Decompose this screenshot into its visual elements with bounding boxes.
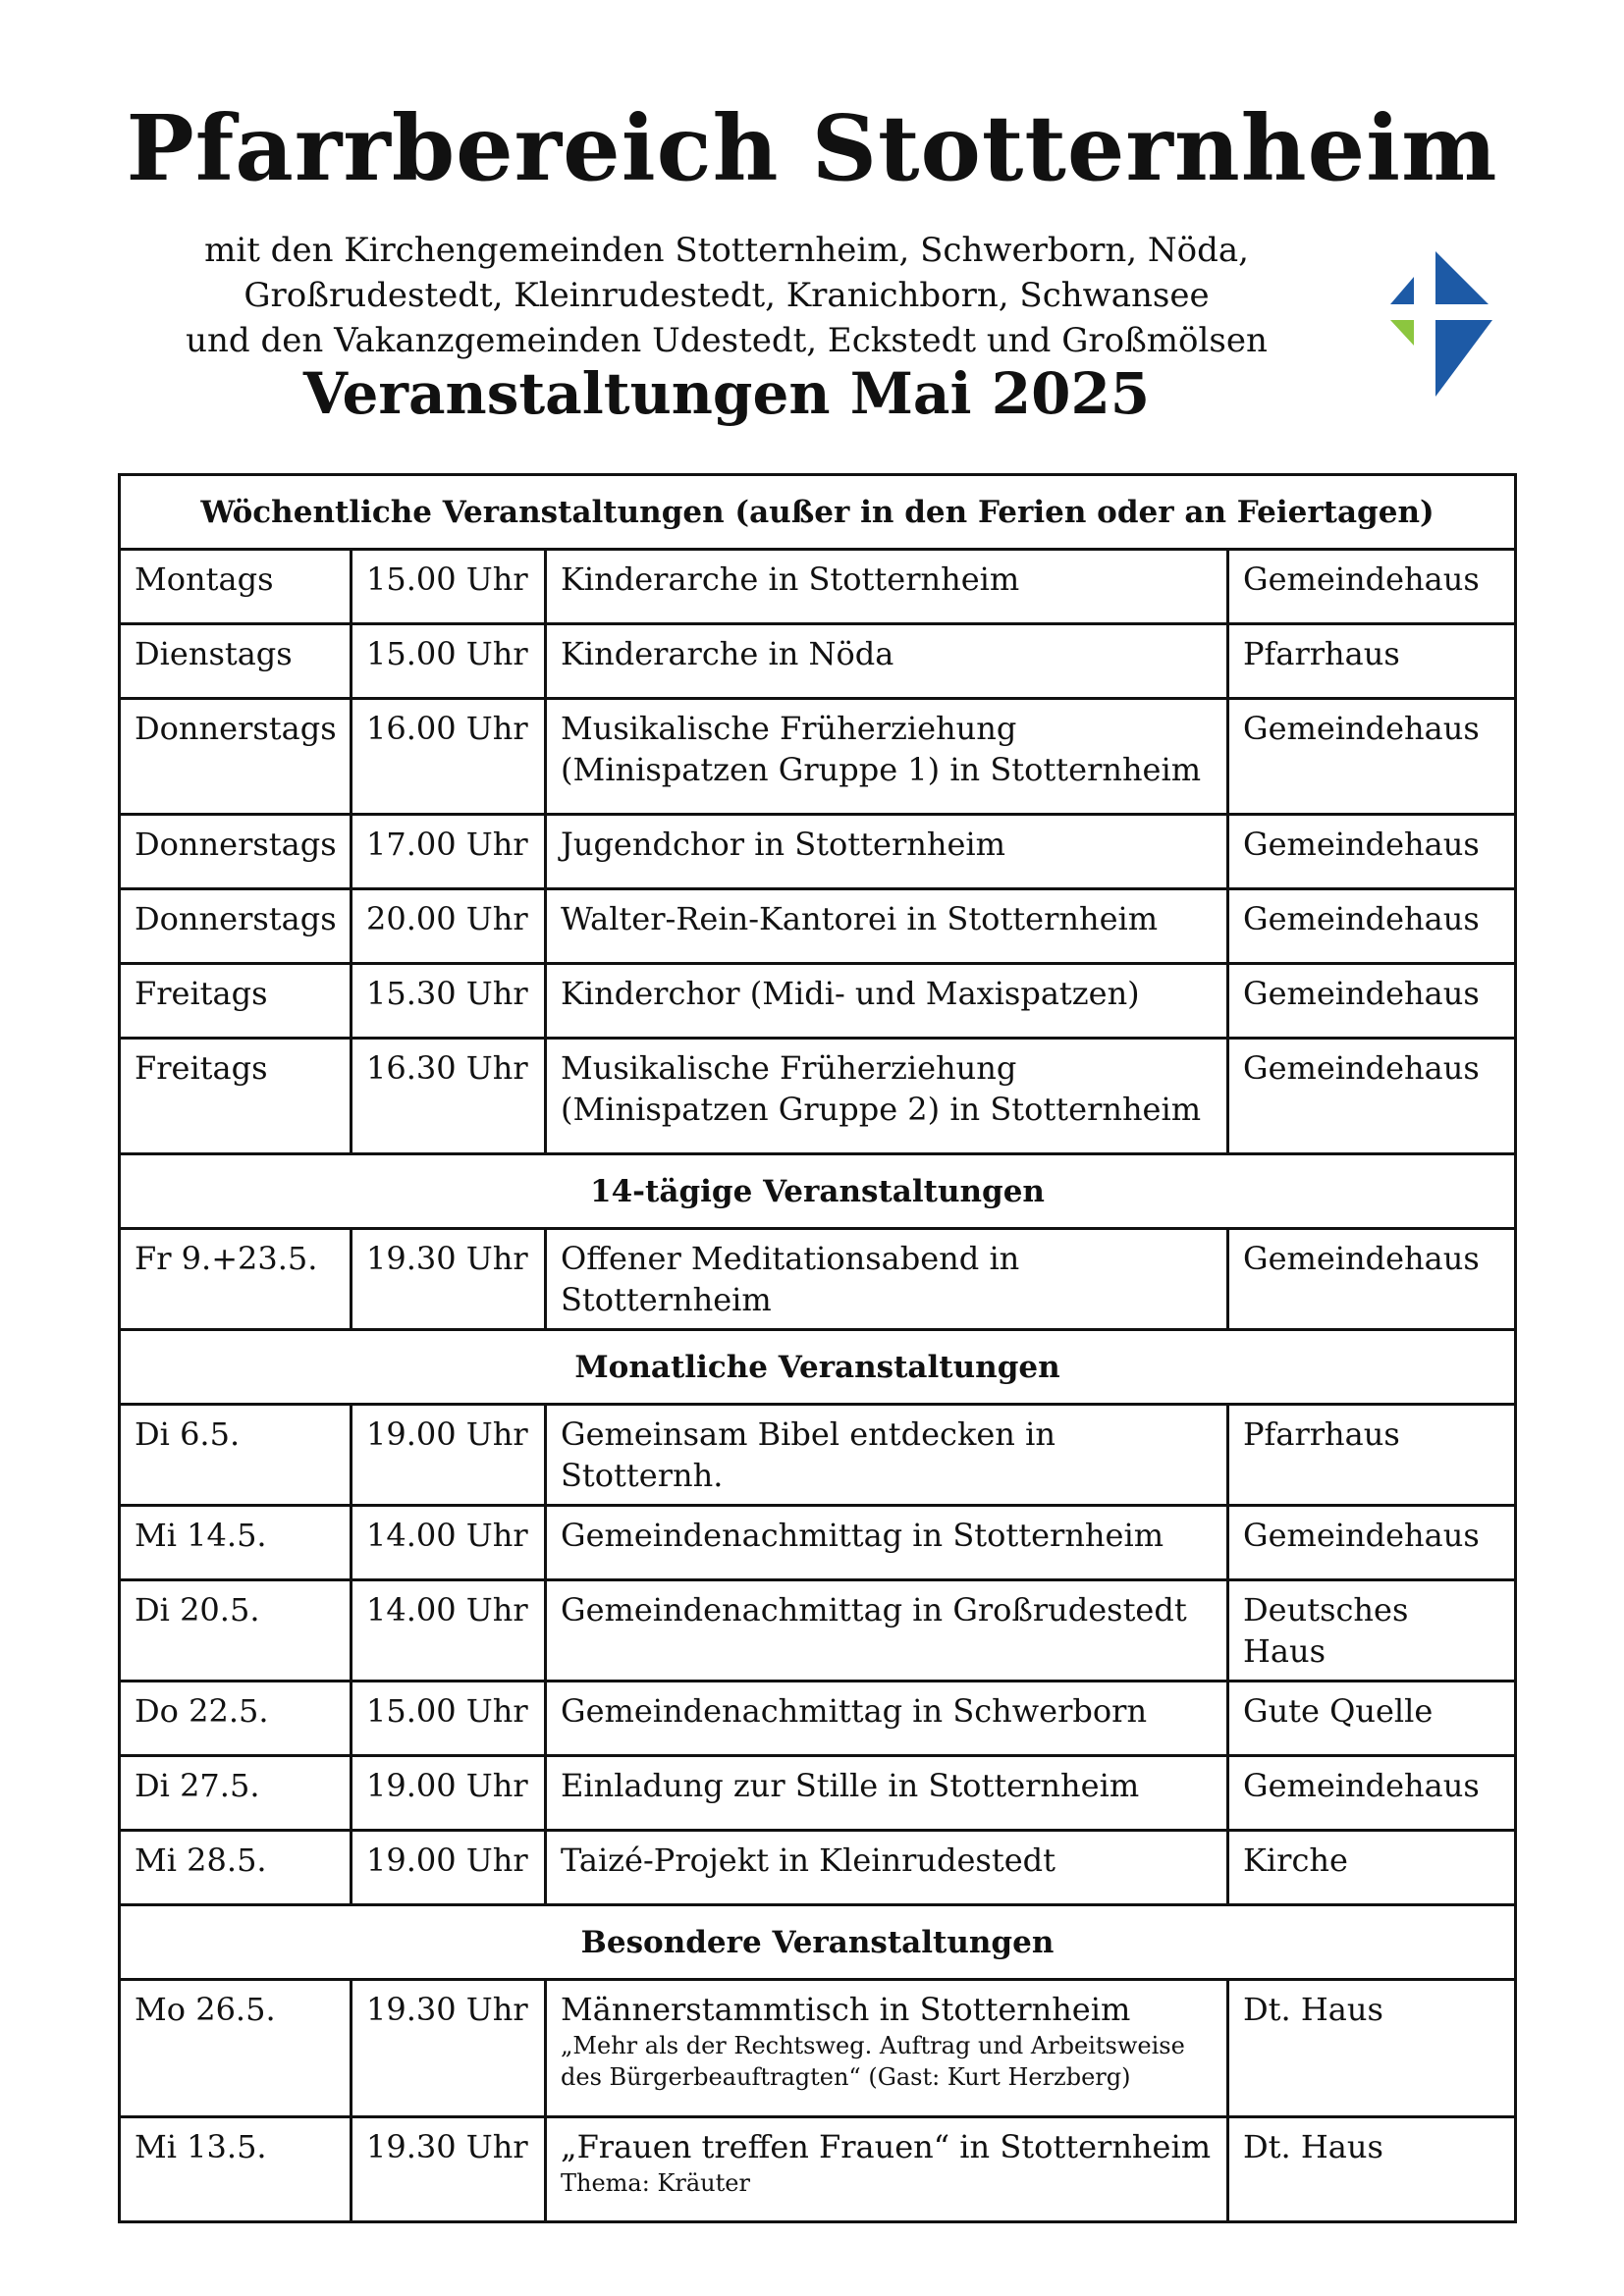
event-cell: Gemeindenachmittag in Großrudestedt	[546, 1580, 1228, 1682]
time-cell: 15.00 Uhr	[352, 624, 546, 699]
place-cell: Gemeindehaus	[1228, 1506, 1516, 1580]
time-cell: 17.00 Uhr	[352, 815, 546, 889]
table-row	[120, 1580, 1516, 1682]
day-cell: Mi 14.5.	[120, 1506, 352, 1580]
table-row	[120, 699, 1516, 815]
day-cell: Montags	[120, 550, 352, 624]
day-cell: Di 27.5.	[120, 1756, 352, 1831]
section-title: Wöchentliche Veranstaltungen (außer in den Ferien oder an Feiertagen)	[120, 475, 1516, 550]
event-title: „Frauen treffen Frauen“ in Stotternheim	[561, 2128, 1212, 2165]
day-cell: Fr 9.+23.5.	[120, 1229, 352, 1330]
subtitle-line: mit den Kirchengemeinden Stotternheim, Schwerborn, Nöda,	[204, 231, 1249, 270]
time-cell: 14.00 Uhr	[352, 1506, 546, 1580]
event-cell: Gemeindenachmittag in Schwerborn	[546, 1682, 1228, 1756]
table-row	[120, 1506, 1516, 1580]
time-cell: 19.30 Uhr	[352, 1980, 546, 2117]
day-cell: Dienstags	[120, 624, 352, 699]
subtitle-line: Großrudestedt, Kleinrudestedt, Kranichborn, Schwansee	[244, 276, 1210, 315]
section-title: Monatliche Veranstaltungen	[120, 1330, 1516, 1405]
place-cell: Pfarrhaus	[1228, 1405, 1516, 1506]
place-cell: Dt. Haus	[1228, 2117, 1516, 2222]
place-cell: Gemeindehaus	[1228, 889, 1516, 964]
table-row	[120, 1756, 1516, 1831]
place-cell: Kirche	[1228, 1831, 1516, 1905]
section-header-monthly	[120, 1330, 1516, 1405]
event-cell: Jugendchor in Stotternheim	[546, 815, 1228, 889]
place-cell: Dt. Haus	[1228, 1980, 1516, 2117]
time-cell: 15.30 Uhr	[352, 964, 546, 1039]
event-note: Thema: Kräuter	[561, 2169, 750, 2197]
time-cell: 19.00 Uhr	[352, 1756, 546, 1831]
events-heading: Veranstaltungen Mai 2025	[302, 360, 1151, 427]
section-title: 14-tägige Veranstaltungen	[120, 1154, 1516, 1229]
event-cell: Gemeinsam Bibel entdecken in Stotternh.	[546, 1405, 1228, 1506]
event-cell: Walter-Rein-Kantorei in Stotternheim	[546, 889, 1228, 964]
place-cell: Gemeindehaus	[1228, 550, 1516, 624]
table-row	[120, 1980, 1516, 2117]
day-cell: Mi 13.5.	[120, 2117, 352, 2222]
table-row	[120, 1039, 1516, 1154]
events-table	[118, 473, 1517, 2223]
section-header-biweekly	[120, 1154, 1516, 1229]
day-cell: Mo 26.5.	[120, 1980, 352, 2117]
page-title: Pfarrbereich Stotternheim	[126, 95, 1498, 201]
table-row	[120, 1405, 1516, 1506]
day-cell: Di 20.5.	[120, 1580, 352, 1682]
day-cell: Donnerstags	[120, 699, 352, 815]
time-cell: 19.30 Uhr	[352, 2117, 546, 2222]
place-cell: Gemeindehaus	[1228, 1039, 1516, 1154]
place-cell: Gemeindehaus	[1228, 699, 1516, 815]
subtitle-line: und den Vakanzgemeinden Udestedt, Eckstedt und Großmölsen	[186, 321, 1268, 360]
place-cell: Gemeindehaus	[1228, 815, 1516, 889]
day-cell: Freitags	[120, 1039, 352, 1154]
event-cell: Kinderarche in Nöda	[546, 624, 1228, 699]
table-row	[120, 1682, 1516, 1756]
event-note: „Mehr als der Rechtsweg. Auftrag und Arbeitsweise des Bürgerbeauftragten“ (Gast: Kurt Herzberg)	[561, 2032, 1185, 2091]
place-cell: Pfarrhaus	[1228, 624, 1516, 699]
time-cell: 19.30 Uhr	[352, 1229, 546, 1330]
time-cell: 15.00 Uhr	[352, 1682, 546, 1756]
section-header-weekly	[120, 475, 1516, 550]
day-cell: Donnerstags	[120, 815, 352, 889]
time-cell: 20.00 Uhr	[352, 889, 546, 964]
day-cell: Di 6.5.	[120, 1405, 352, 1506]
event-cell: Einladung zur Stille in Stotternheim	[546, 1756, 1228, 1831]
place-cell: Gemeindehaus	[1228, 964, 1516, 1039]
day-cell: Donnerstags	[120, 889, 352, 964]
section-title: Besondere Veranstaltungen	[120, 1905, 1516, 1980]
table-row	[120, 1831, 1516, 1905]
section-header-special	[120, 1905, 1516, 1980]
event-cell: Musikalische Früherziehung (Minispatzen Gruppe 2) in Stotternheim	[546, 1039, 1228, 1154]
day-cell: Freitags	[120, 964, 352, 1039]
subtitle	[177, 228, 1276, 363]
table-row	[120, 624, 1516, 699]
table-row	[120, 2117, 1516, 2222]
event-cell	[546, 2117, 1228, 2222]
time-cell: 16.00 Uhr	[352, 699, 546, 815]
event-cell: Kinderarche in Stotternheim	[546, 550, 1228, 624]
time-cell: 19.00 Uhr	[352, 1831, 546, 1905]
place-cell: Gemeindehaus	[1228, 1756, 1516, 1831]
event-cell: Offener Meditationsabend in Stotternheim	[546, 1229, 1228, 1330]
time-cell: 15.00 Uhr	[352, 550, 546, 624]
table-row	[120, 889, 1516, 964]
place-cell: Deutsches Haus	[1228, 1580, 1516, 1682]
event-cell: Kinderchor (Midi- und Maxispatzen)	[546, 964, 1228, 1039]
time-cell: 16.30 Uhr	[352, 1039, 546, 1154]
event-cell: Taizé-Projekt in Kleinrudestedt	[546, 1831, 1228, 1905]
table-row	[120, 1229, 1516, 1330]
day-cell: Do 22.5.	[120, 1682, 352, 1756]
event-title: Männerstammtisch in Stotternheim	[561, 1991, 1131, 2028]
place-cell: Gemeindehaus	[1228, 1229, 1516, 1330]
event-cell: Gemeindenachmittag in Stotternheim	[546, 1506, 1228, 1580]
day-cell: Mi 28.5.	[120, 1831, 352, 1905]
event-cell: Musikalische Früherziehung (Minispatzen Gruppe 1) in Stotternheim	[546, 699, 1228, 815]
table-row	[120, 815, 1516, 889]
table-row	[120, 550, 1516, 624]
time-cell: 14.00 Uhr	[352, 1580, 546, 1682]
event-cell	[546, 1980, 1228, 2117]
time-cell: 19.00 Uhr	[352, 1405, 546, 1506]
table-row	[120, 964, 1516, 1039]
cross-logo-icon	[1363, 247, 1520, 404]
place-cell: Gute Quelle	[1228, 1682, 1516, 1756]
